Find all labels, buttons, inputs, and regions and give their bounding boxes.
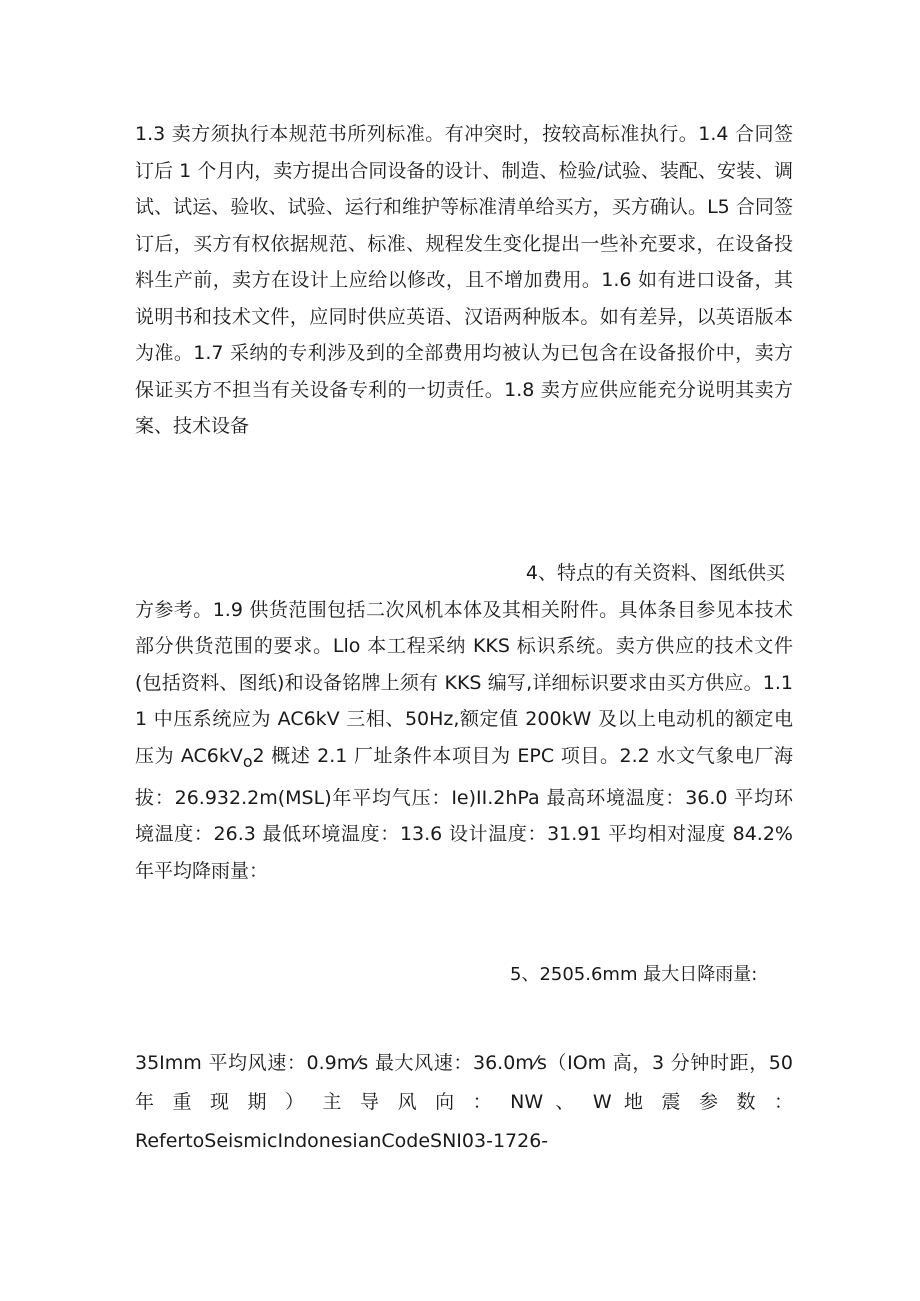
paragraph-wind-seismic bbox=[135, 1044, 793, 1161]
paragraph-body: 方参考。1.9 供货范围包括二次风机本体及其相关附件。具体条目参见本技术部分供货范围的要求。Llo 本工程采纳 KKS 标识系统。卖方供应的技术文件(包括资料、图纸)和设备铭牌上须有 KKS 编写,详细标识要求由买方供应。1.11 中压系统应为 AC6kV 三相、50Hz,额定值 200kW 及以上电动机的额定电压为 AC6kV bbox=[135, 598, 793, 767]
paragraph-tail: 2 概述 2.1 厂址条件本项目为 EPC 项目。2.2 水文气象电厂海拔：26.932.2m(MSL)年平均气压：Ie)II.2hPa 最高环境温度：36.0 平均环境温度：26.3 最低环境温度：13.6 设计温度：31.91 平均相对湿度 84.2%年平均降雨量： bbox=[135, 744, 793, 882]
wind-line: 35Imm 平均风速：0.9m⁄s 最大风速：36.0m⁄s（IOm 高，3 分钟时距，50 bbox=[135, 1052, 793, 1074]
paragraph-lead-line: 4、特点的有关资料、图纸供买 bbox=[525, 562, 785, 584]
return-period-line: 年 重 现 期 ） 主 导 风 向 ： NW 、 W 地 震 参 数 ： bbox=[135, 1091, 793, 1113]
seismic-code-line: RefertoSeismicIndonesianCodeSNI03-1726- bbox=[135, 1130, 549, 1152]
subscript-o: o bbox=[242, 751, 253, 771]
paragraph-scope-site-conditions bbox=[135, 555, 793, 889]
paragraph-rainfall bbox=[135, 957, 793, 994]
paragraph-standards: 1.3 卖方须执行本规范书所列标准。有冲突时，按较高标准执行。1.4 合同签订后 1 个月内，卖方提出合同设备的设计、制造、检验/试验、装配、安装、调试、试运、验收、试验、运行和维护等标准清单给买方，买方确认。L5 合同签订后，买方有权依据规范、标准、规程发生变化提出一些补充要求，在设备投料生产前，卖方在设计上应给以修改，且不增加费用。1.6 如有进口设备，其说明书和技术文件，应同时供应英语、汉语两种版本。如有差异，以英语版本为准。1.7 采纳的专利涉及到的全部费用均被认为已包含在设备报价中，卖方保证买方不担当有关设备专利的一切责任。1.8 卖方应供应能充分说明其卖方案、技术设备 bbox=[135, 123, 793, 437]
rainfall-line: 5、2505.6mm 最大日降雨量: bbox=[510, 964, 758, 985]
